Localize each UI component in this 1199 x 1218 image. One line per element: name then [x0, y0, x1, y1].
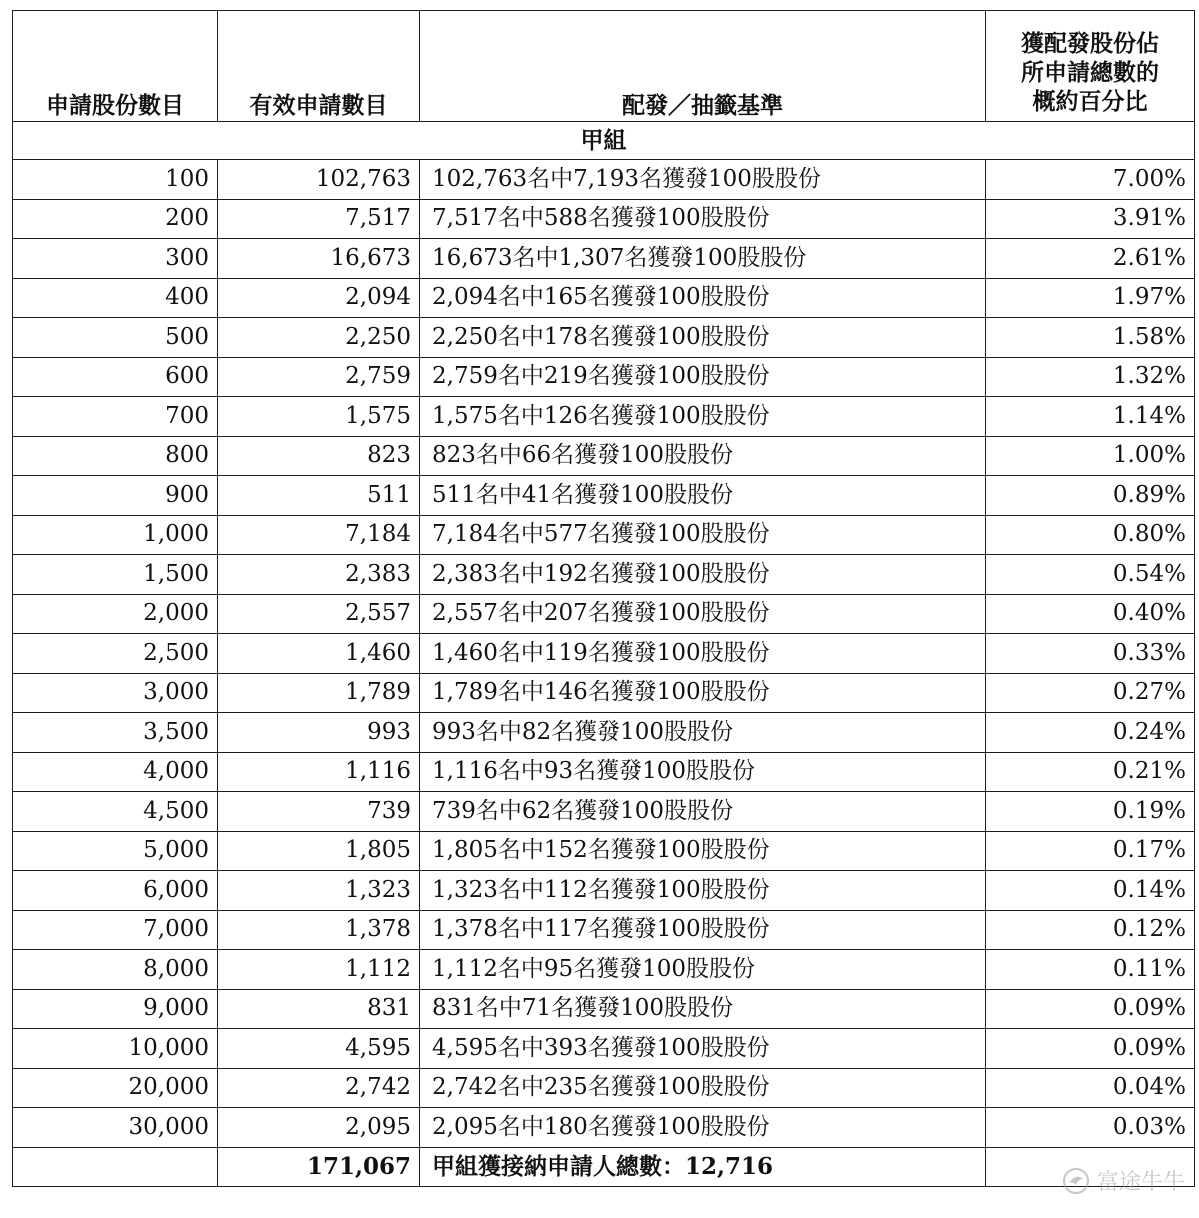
cell-shares-applied: 9,000	[13, 989, 218, 1029]
header-percentage-line: 概約百分比	[1032, 88, 1148, 116]
table-row	[13, 989, 1195, 1029]
table-row	[13, 792, 1195, 832]
cell-basis: 1,323名中112名獲發100股股份	[420, 871, 986, 911]
cell-valid-applications: 1,460	[218, 634, 420, 674]
cell-valid-applications: 1,378	[218, 910, 420, 950]
watermark	[1061, 1165, 1185, 1196]
table-row	[13, 199, 1195, 239]
cell-basis: 4,595名中393名獲發100股股份	[420, 1029, 986, 1069]
cell-valid-applications: 4,595	[218, 1029, 420, 1069]
header-percentage-line: 獲配發股份佔	[1021, 30, 1159, 58]
cell-valid-applications: 2,557	[218, 594, 420, 634]
watermark-text: 富途牛牛	[1096, 1170, 1185, 1195]
cell-percentage: 0.54%	[986, 555, 1195, 595]
table-row	[13, 1029, 1195, 1069]
table-row	[13, 239, 1195, 279]
cell-percentage: 7.00%	[986, 160, 1195, 200]
cell-basis: 2,094名中165名獲發100股股份	[420, 278, 986, 318]
cell-shares-applied: 3,000	[13, 673, 218, 713]
total-row	[13, 1147, 1195, 1186]
table-row	[13, 752, 1195, 792]
total-shares	[13, 1147, 218, 1186]
table-row	[13, 476, 1195, 516]
cell-shares-applied: 6,000	[13, 871, 218, 911]
cell-valid-applications: 823	[218, 436, 420, 476]
cell-percentage: 0.03%	[986, 1108, 1195, 1148]
cell-percentage: 0.12%	[986, 910, 1195, 950]
cell-basis: 1,116名中93名獲發100股股份	[420, 752, 986, 792]
cell-valid-applications: 2,094	[218, 278, 420, 318]
cell-valid-applications: 2,383	[218, 555, 420, 595]
cell-basis: 16,673名中1,307名獲發100股股份	[420, 239, 986, 279]
cell-percentage: 3.91%	[986, 199, 1195, 239]
table-row	[13, 634, 1195, 674]
cell-valid-applications: 2,759	[218, 357, 420, 397]
allotment-table	[12, 10, 1195, 1187]
cell-shares-applied: 1,500	[13, 555, 218, 595]
cell-percentage: 1.58%	[986, 318, 1195, 358]
header-row	[13, 11, 1195, 122]
cell-valid-applications: 1,805	[218, 831, 420, 871]
cell-shares-applied: 4,000	[13, 752, 218, 792]
table-row	[13, 673, 1195, 713]
cell-percentage: 0.04%	[986, 1068, 1195, 1108]
cell-percentage: 0.14%	[986, 871, 1195, 911]
cell-valid-applications: 739	[218, 792, 420, 832]
table-row	[13, 278, 1195, 318]
cell-valid-applications: 102,763	[218, 160, 420, 200]
cell-shares-applied: 7,000	[13, 910, 218, 950]
cell-basis: 1,378名中117名獲發100股股份	[420, 910, 986, 950]
cell-shares-applied: 10,000	[13, 1029, 218, 1069]
cell-valid-applications: 831	[218, 989, 420, 1029]
cell-shares-applied: 30,000	[13, 1108, 218, 1148]
cell-shares-applied: 800	[13, 436, 218, 476]
cell-shares-applied: 700	[13, 397, 218, 437]
cell-basis: 831名中71名獲發100股股份	[420, 989, 986, 1029]
total-applications: 171,067	[218, 1147, 420, 1186]
cell-basis: 102,763名中7,193名獲發100股股份	[420, 160, 986, 200]
cell-valid-applications: 2,095	[218, 1108, 420, 1148]
cell-basis: 2,095名中180名獲發100股股份	[420, 1108, 986, 1148]
table-row	[13, 397, 1195, 437]
table-row	[13, 831, 1195, 871]
cell-percentage: 1.14%	[986, 397, 1195, 437]
table-row	[13, 515, 1195, 555]
cell-shares-applied: 100	[13, 160, 218, 200]
cell-basis: 2,742名中235名獲發100股股份	[420, 1068, 986, 1108]
cell-percentage: 0.89%	[986, 476, 1195, 516]
cell-valid-applications: 7,184	[218, 515, 420, 555]
cell-shares-applied: 2,500	[13, 634, 218, 674]
cell-percentage: 0.40%	[986, 594, 1195, 634]
cell-shares-applied: 20,000	[13, 1068, 218, 1108]
table-row	[13, 1108, 1195, 1148]
cell-valid-applications: 1,112	[218, 950, 420, 990]
cell-percentage: 0.80%	[986, 515, 1195, 555]
table-row	[13, 594, 1195, 634]
cell-basis: 7,517名中588名獲發100股股份	[420, 199, 986, 239]
cell-percentage: 1.32%	[986, 357, 1195, 397]
cell-valid-applications: 16,673	[218, 239, 420, 279]
cell-valid-applications: 2,742	[218, 1068, 420, 1108]
group-row	[13, 122, 1195, 160]
cell-shares-applied: 200	[13, 199, 218, 239]
table-row	[13, 555, 1195, 595]
header-percentage	[986, 11, 1195, 122]
cell-basis: 823名中66名獲發100股股份	[420, 436, 986, 476]
cell-percentage: 1.97%	[986, 278, 1195, 318]
futu-logo-icon	[1061, 1166, 1091, 1196]
cell-valid-applications: 993	[218, 713, 420, 753]
table-row	[13, 318, 1195, 358]
table-row	[13, 713, 1195, 753]
table-row	[13, 950, 1195, 990]
cell-basis: 7,184名中577名獲發100股股份	[420, 515, 986, 555]
cell-basis: 2,557名中207名獲發100股股份	[420, 594, 986, 634]
cell-basis: 2,759名中219名獲發100股股份	[420, 357, 986, 397]
cell-percentage: 0.21%	[986, 752, 1195, 792]
cell-valid-applications: 1,789	[218, 673, 420, 713]
cell-basis: 2,383名中192名獲發100股股份	[420, 555, 986, 595]
cell-basis: 511名中41名獲發100股股份	[420, 476, 986, 516]
cell-valid-applications: 511	[218, 476, 420, 516]
cell-percentage: 1.00%	[986, 436, 1195, 476]
cell-shares-applied: 500	[13, 318, 218, 358]
cell-basis: 2,250名中178名獲發100股股份	[420, 318, 986, 358]
header-valid-applications: 有效申請數目	[218, 11, 420, 122]
cell-shares-applied: 900	[13, 476, 218, 516]
cell-valid-applications: 1,323	[218, 871, 420, 911]
cell-basis: 739名中62名獲發100股股份	[420, 792, 986, 832]
header-basis: 配發／抽籤基準	[420, 11, 986, 122]
cell-valid-applications: 2,250	[218, 318, 420, 358]
header-percentage-line: 所申請總數的	[1021, 59, 1159, 87]
cell-basis: 1,460名中119名獲發100股股份	[420, 634, 986, 674]
cell-shares-applied: 1,000	[13, 515, 218, 555]
table-row	[13, 436, 1195, 476]
cell-percentage: 2.61%	[986, 239, 1195, 279]
group-label: 甲組	[13, 122, 1195, 160]
table-row	[13, 357, 1195, 397]
table-row	[13, 160, 1195, 200]
cell-basis: 993名中82名獲發100股股份	[420, 713, 986, 753]
cell-percentage: 0.27%	[986, 673, 1195, 713]
table-row	[13, 871, 1195, 911]
cell-basis: 1,112名中95名獲發100股股份	[420, 950, 986, 990]
cell-valid-applications: 1,575	[218, 397, 420, 437]
cell-shares-applied: 300	[13, 239, 218, 279]
cell-basis: 1,575名中126名獲發100股股份	[420, 397, 986, 437]
cell-percentage: 0.11%	[986, 950, 1195, 990]
allotment-document	[12, 10, 1194, 1187]
header-shares-applied: 申請股份數目	[13, 11, 218, 122]
cell-percentage: 0.19%	[986, 792, 1195, 832]
cell-valid-applications: 1,116	[218, 752, 420, 792]
cell-basis: 1,805名中152名獲發100股股份	[420, 831, 986, 871]
table-row	[13, 1068, 1195, 1108]
cell-shares-applied: 4,500	[13, 792, 218, 832]
cell-percentage: 0.24%	[986, 713, 1195, 753]
table-row	[13, 910, 1195, 950]
total-basis: 甲組獲接納申請人總數：12,716	[420, 1147, 986, 1186]
cell-basis: 1,789名中146名獲發100股股份	[420, 673, 986, 713]
cell-valid-applications: 7,517	[218, 199, 420, 239]
cell-percentage: 0.09%	[986, 1029, 1195, 1069]
cell-shares-applied: 5,000	[13, 831, 218, 871]
cell-percentage: 0.09%	[986, 989, 1195, 1029]
cell-percentage: 0.33%	[986, 634, 1195, 674]
cell-shares-applied: 3,500	[13, 713, 218, 753]
cell-shares-applied: 8,000	[13, 950, 218, 990]
cell-percentage: 0.17%	[986, 831, 1195, 871]
cell-shares-applied: 400	[13, 278, 218, 318]
cell-shares-applied: 2,000	[13, 594, 218, 634]
cell-shares-applied: 600	[13, 357, 218, 397]
